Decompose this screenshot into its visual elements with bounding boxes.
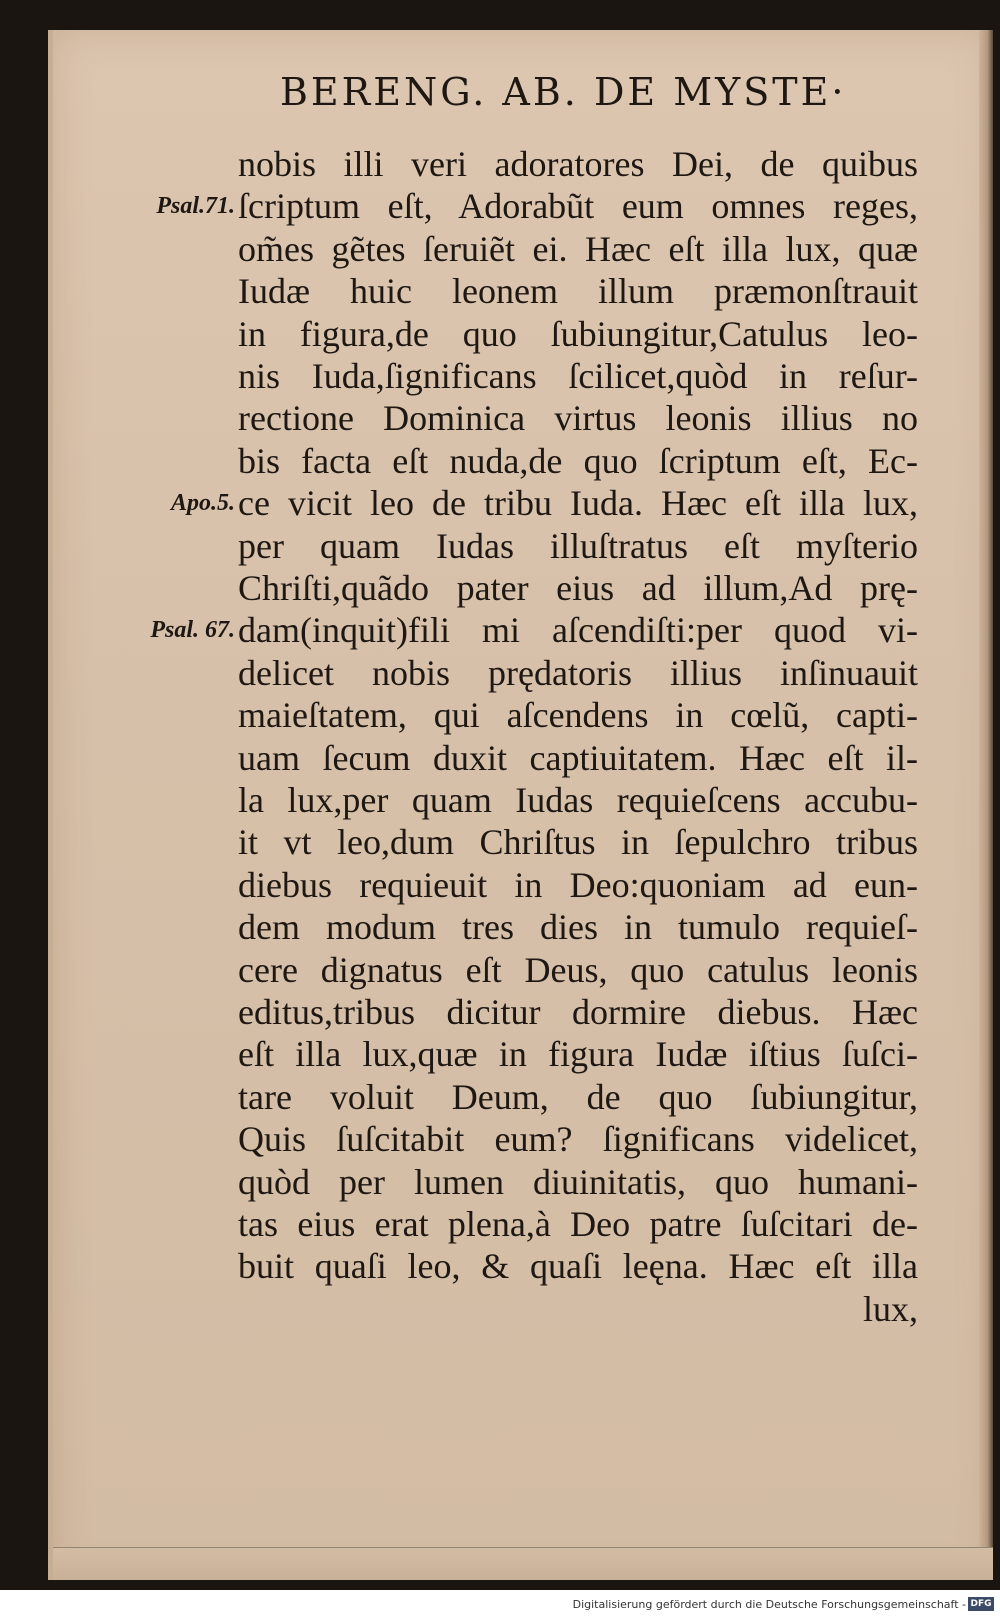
catchword: lux, bbox=[862, 1288, 918, 1329]
text-line: Iudæ huic leonem illum præmonſtrauit bbox=[238, 271, 918, 312]
text-line: dem modum tres dies in tumulo requieſ- bbox=[238, 907, 918, 948]
text-line: in figura,de quo ſubiungitur,Catulus leo- bbox=[238, 313, 918, 354]
text-line: editus,tribus dicitur dormire diebus. Hæc bbox=[238, 992, 918, 1032]
text-line: ce vicit leo de tribu Iuda. Hæc eſt illa lux, bbox=[238, 483, 918, 524]
text-line: Quis ſuſcitabit eum? ſignificans videlicet, bbox=[238, 1119, 918, 1160]
page-edge bbox=[979, 30, 993, 1580]
running-head: BERENG. AB. DE MYSTE· bbox=[280, 70, 847, 114]
marginal-note: Psal. 67. bbox=[150, 617, 235, 644]
text-line: delicet nobis prędatoris illius inſinuauit bbox=[238, 652, 918, 693]
text-line: nis Iuda,ſignificans ſcilicet,quòd in reſur- bbox=[238, 356, 918, 396]
text-line: nobis illi veri adoratores Dei, de quibus bbox=[238, 144, 918, 184]
text-line: maieſtatem, qui aſcendens in cœlũ, capti- bbox=[238, 695, 918, 736]
page-bottom-edge bbox=[53, 1547, 993, 1580]
text-line: quòd per lumen diuinitatis, quo humani- bbox=[238, 1161, 918, 1202]
footer-bar bbox=[0, 1590, 1000, 1623]
text-line: tas eius erat plena,à Deo patre ſuſcitari de- bbox=[238, 1204, 918, 1244]
text-line: la lux,per quam Iudas requieſcens accubu- bbox=[238, 780, 918, 820]
text-line: per quam Iudas illuſtratus eſt myſterio bbox=[238, 525, 918, 566]
text-line: tare voluit Deum, de quo ſubiungitur, bbox=[238, 1076, 918, 1117]
footer-text: Digitalisierung gefördert durch die Deutsche Forschungsgemeinschaft - bbox=[572, 1598, 966, 1611]
dfg-logo[interactable]: DFG bbox=[968, 1597, 994, 1611]
marginal-note: Psal.71. bbox=[156, 193, 235, 220]
text-line: buit quaſi leo, & quaſi leęna. Hæc eſt illa bbox=[238, 1246, 918, 1287]
text-line: Chriſti,quãdo pater eius ad illum,Ad prę- bbox=[238, 568, 918, 608]
text-line: it vt leo,dum Chriſtus in ſepulchro tribus bbox=[238, 822, 918, 863]
text-line: cere dignatus eſt Deus, quo catulus leonis bbox=[238, 949, 918, 990]
text-line: rectione Dominica virtus leonis illius no bbox=[238, 398, 918, 439]
text-line: uam ſecum duxit captiuitatem. Hæc eſt il- bbox=[238, 737, 918, 778]
text-line: ſcriptum eſt, Adorabũt eum omnes reges, bbox=[238, 186, 918, 227]
text-line: diebus requieuit in Deo:quoniam ad eun- bbox=[238, 864, 918, 905]
text-line: bis facta eſt nuda,de quo ſcriptum eſt, Ec- bbox=[238, 440, 918, 481]
text-line: eſt illa lux,quæ in figura Iudæ iſtius ſuſci- bbox=[238, 1034, 918, 1075]
marginal-note: Apo.5. bbox=[170, 490, 235, 517]
text-line: om̃es gẽtes ſeruiẽt ei. Hæc eſt illa lux, quæ bbox=[238, 228, 918, 269]
text-line: dam(inquit)fili mi aſcendiſti:per quod vi- bbox=[238, 610, 918, 651]
